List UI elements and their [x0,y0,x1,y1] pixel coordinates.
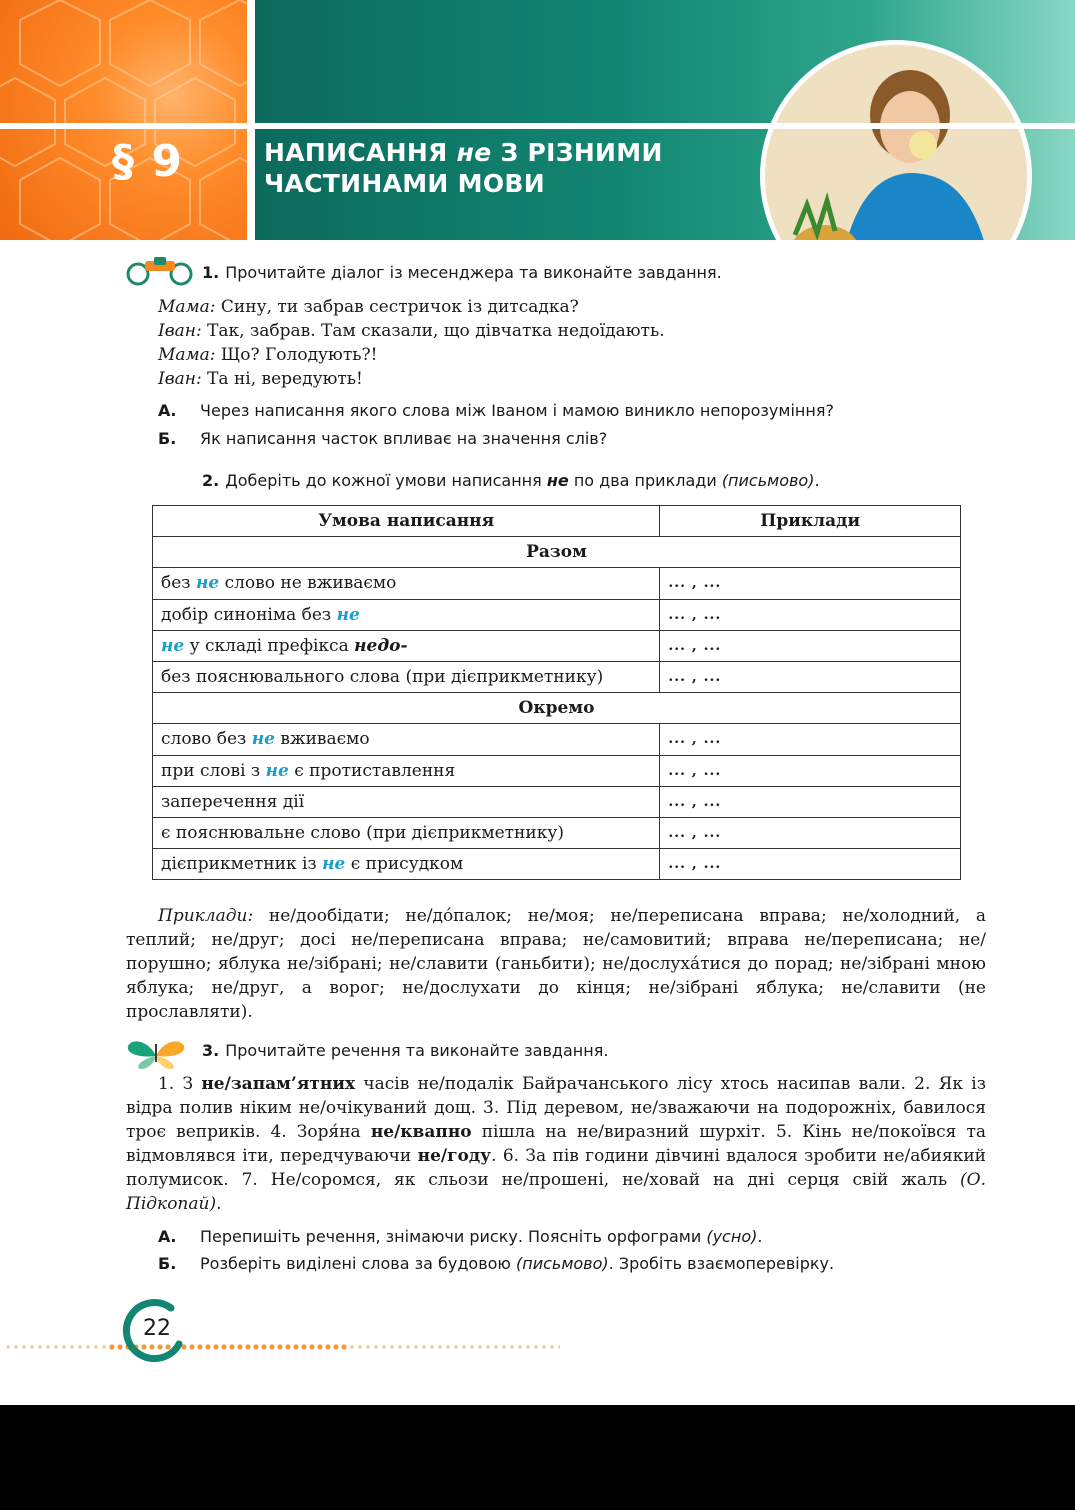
dialog [158,295,665,391]
footer-dot [470,1345,474,1349]
footer-dot [14,1345,18,1349]
footer-dot [550,1345,554,1349]
footer-dot [293,1344,298,1349]
footer-dot [478,1345,482,1349]
footer-dot [197,1344,202,1349]
footer-dot [390,1345,394,1349]
task1-instruction: 1. Прочитайте діалог із месенджера та виконайте завдання. [202,263,722,282]
table-row: без не слово не вживаємо ... , ... [153,568,961,599]
table-row: не у складі префікса недо- ... , ... [153,630,961,661]
binoculars-icon [126,255,194,287]
footer-dot [261,1344,266,1349]
footer-dot [325,1344,330,1349]
footer-dot [253,1344,258,1349]
table-header-row [153,506,961,537]
footer-dot [189,1344,194,1349]
task2-instruction: 2. Доберіть до кожної умови написання не по два приклади (письмово). [202,471,820,490]
footer-dot [526,1345,530,1349]
footer-dot [70,1345,74,1349]
footer-dot [398,1345,402,1349]
footer-dot [62,1345,66,1349]
footer-dot [502,1345,506,1349]
footer-dot [46,1345,50,1349]
dialog-line: Іван: Та ні, вередують! [158,369,363,389]
footer-dot [109,1344,114,1349]
task3-sentences: 1. З не/запам’ятних часів не/подалік Байрачанського лісу хтось насипав вали. 2. Як із відра полив ніким не/очікуваний дощ. 3. Під деревом, не/зважаючи на подорожніх, бавилося троє веприків. 4. Зоря́на не/квапно пішла на не/виразний шурхіт. 5. Кінь не/покоївся та відмовлявся іти, передчуваючи не/году. 6. За пів години дівчині вдалося зробити не/абиякий полумисок. 7. Не/соромся, як сльози не/прошені, не/ховай на дні серця свій жаль (О. Підкопай). [126,1074,986,1214]
column-header: Умова написання [153,506,660,537]
footer-dot [229,1344,234,1349]
footer-dot [382,1345,386,1349]
table-row: без пояснювального слова (при дієприкметнику) ... , ... [153,661,961,692]
dialog-line: Мама: Сину, ти забрав сестричок із дитсадка? [158,297,579,317]
footer-dot [86,1345,90,1349]
footer-dot [518,1345,522,1349]
footer-dot [221,1344,226,1349]
footer-dot [317,1344,322,1349]
footer-dot [542,1345,546,1349]
table-section-title: Окремо [153,693,961,724]
footer-dot [494,1345,498,1349]
footer-dot [374,1345,378,1349]
footer-dot [350,1345,354,1349]
task1-question-a: А. Через написання якого слова між Іваном і мамою виникло непорозуміння? [158,401,834,420]
footer-dot [102,1345,106,1349]
footer-dot [558,1345,560,1349]
table-row: при слові з не є протиставлення ... , ... [153,755,961,786]
table-row: заперечення дії ... , ... [153,786,961,817]
footer-dot [462,1345,466,1349]
dialog-line: Іван: Так, забрав. Там сказали, що дівчатка недоїдають. [158,321,665,341]
footer-dot [237,1344,242,1349]
footer-dot [54,1345,58,1349]
table-row: дієприкметник із не є присудком ... , ... [153,849,961,880]
footer-dot [446,1345,450,1349]
footer-dot [406,1345,410,1349]
task1-question-b: Б. Як написання часток впливає на значення слів? [158,429,608,448]
footer-dot [22,1345,26,1349]
footer-dot [309,1344,314,1349]
table-row: слово без не вживаємо ... , ... [153,724,961,755]
conditions-table [152,505,961,880]
footer-dot [358,1345,362,1349]
footer-dot [454,1345,458,1349]
footer-dot [486,1345,490,1349]
table-row: добір синоніма без не ... , ... [153,599,961,630]
dialog-line: Мама: Що? Голодують?! [158,345,378,365]
footer-dot [301,1344,306,1349]
footer-dot [438,1345,442,1349]
column-header: Приклади [660,506,961,537]
examples-paragraph: Приклади: не/дообідати; не/до́палок; не/моя; не/переписана вправа; не/холодний, а теплий; не/друг; досі не/переписана вправа; не/самовитий; вправа не/переписана; не/порушно; яблука не/зібрані; не/славити (ганьбити); не/дослуха́тися до порад; не/зібрані мною яблука; не/друг, а ворог; не/дослухати до кінця; не/зібрані яблука; не/славити (не прославляти). [126,906,986,1022]
footer-dot [277,1344,282,1349]
header-divider [0,123,1075,129]
task3-question-a: А. Перепишіть речення, знімаючи риску. Поясніть орфограми (усно). [158,1227,763,1246]
page-footer-dots [0,1343,560,1351]
footer-dot [341,1344,346,1349]
hexagon-pattern [0,0,248,240]
footer-dot [510,1345,514,1349]
footer-dot [414,1345,418,1349]
task3-instruction: 3. Прочитайте речення та виконайте завдання. [202,1041,609,1060]
footer-dot [213,1344,218,1349]
footer-dot [366,1345,370,1349]
footer-dot [269,1344,274,1349]
butterfly-icon [126,1036,186,1070]
footer-dot [94,1345,98,1349]
footer-dot [6,1345,10,1349]
footer-dot [534,1345,538,1349]
footer-dot [38,1345,42,1349]
footer-dot [285,1344,290,1349]
footer-dot [333,1344,338,1349]
footer-dot [78,1345,82,1349]
page-number: 22 [143,1316,171,1341]
footer-dot [245,1344,250,1349]
footer-dot [205,1344,210,1349]
footer-dot [422,1345,426,1349]
table-row: є пояснювальне слово (при дієприкметнику) ... , ... [153,817,961,848]
footer-dot [430,1345,434,1349]
footer-dot [30,1345,34,1349]
table-section-title: Разом [153,537,961,568]
task3-question-b: Б. Розберіть виділені слова за будовою (письмово). Зробіть взаємоперевірку. [158,1254,835,1273]
page-title: НАПИСАННЯ не З РІЗНИМИ ЧАСТИНАМИ МОВИ [264,138,663,198]
section-number: § 9 [112,136,183,187]
header-orange-panel [0,0,248,240]
